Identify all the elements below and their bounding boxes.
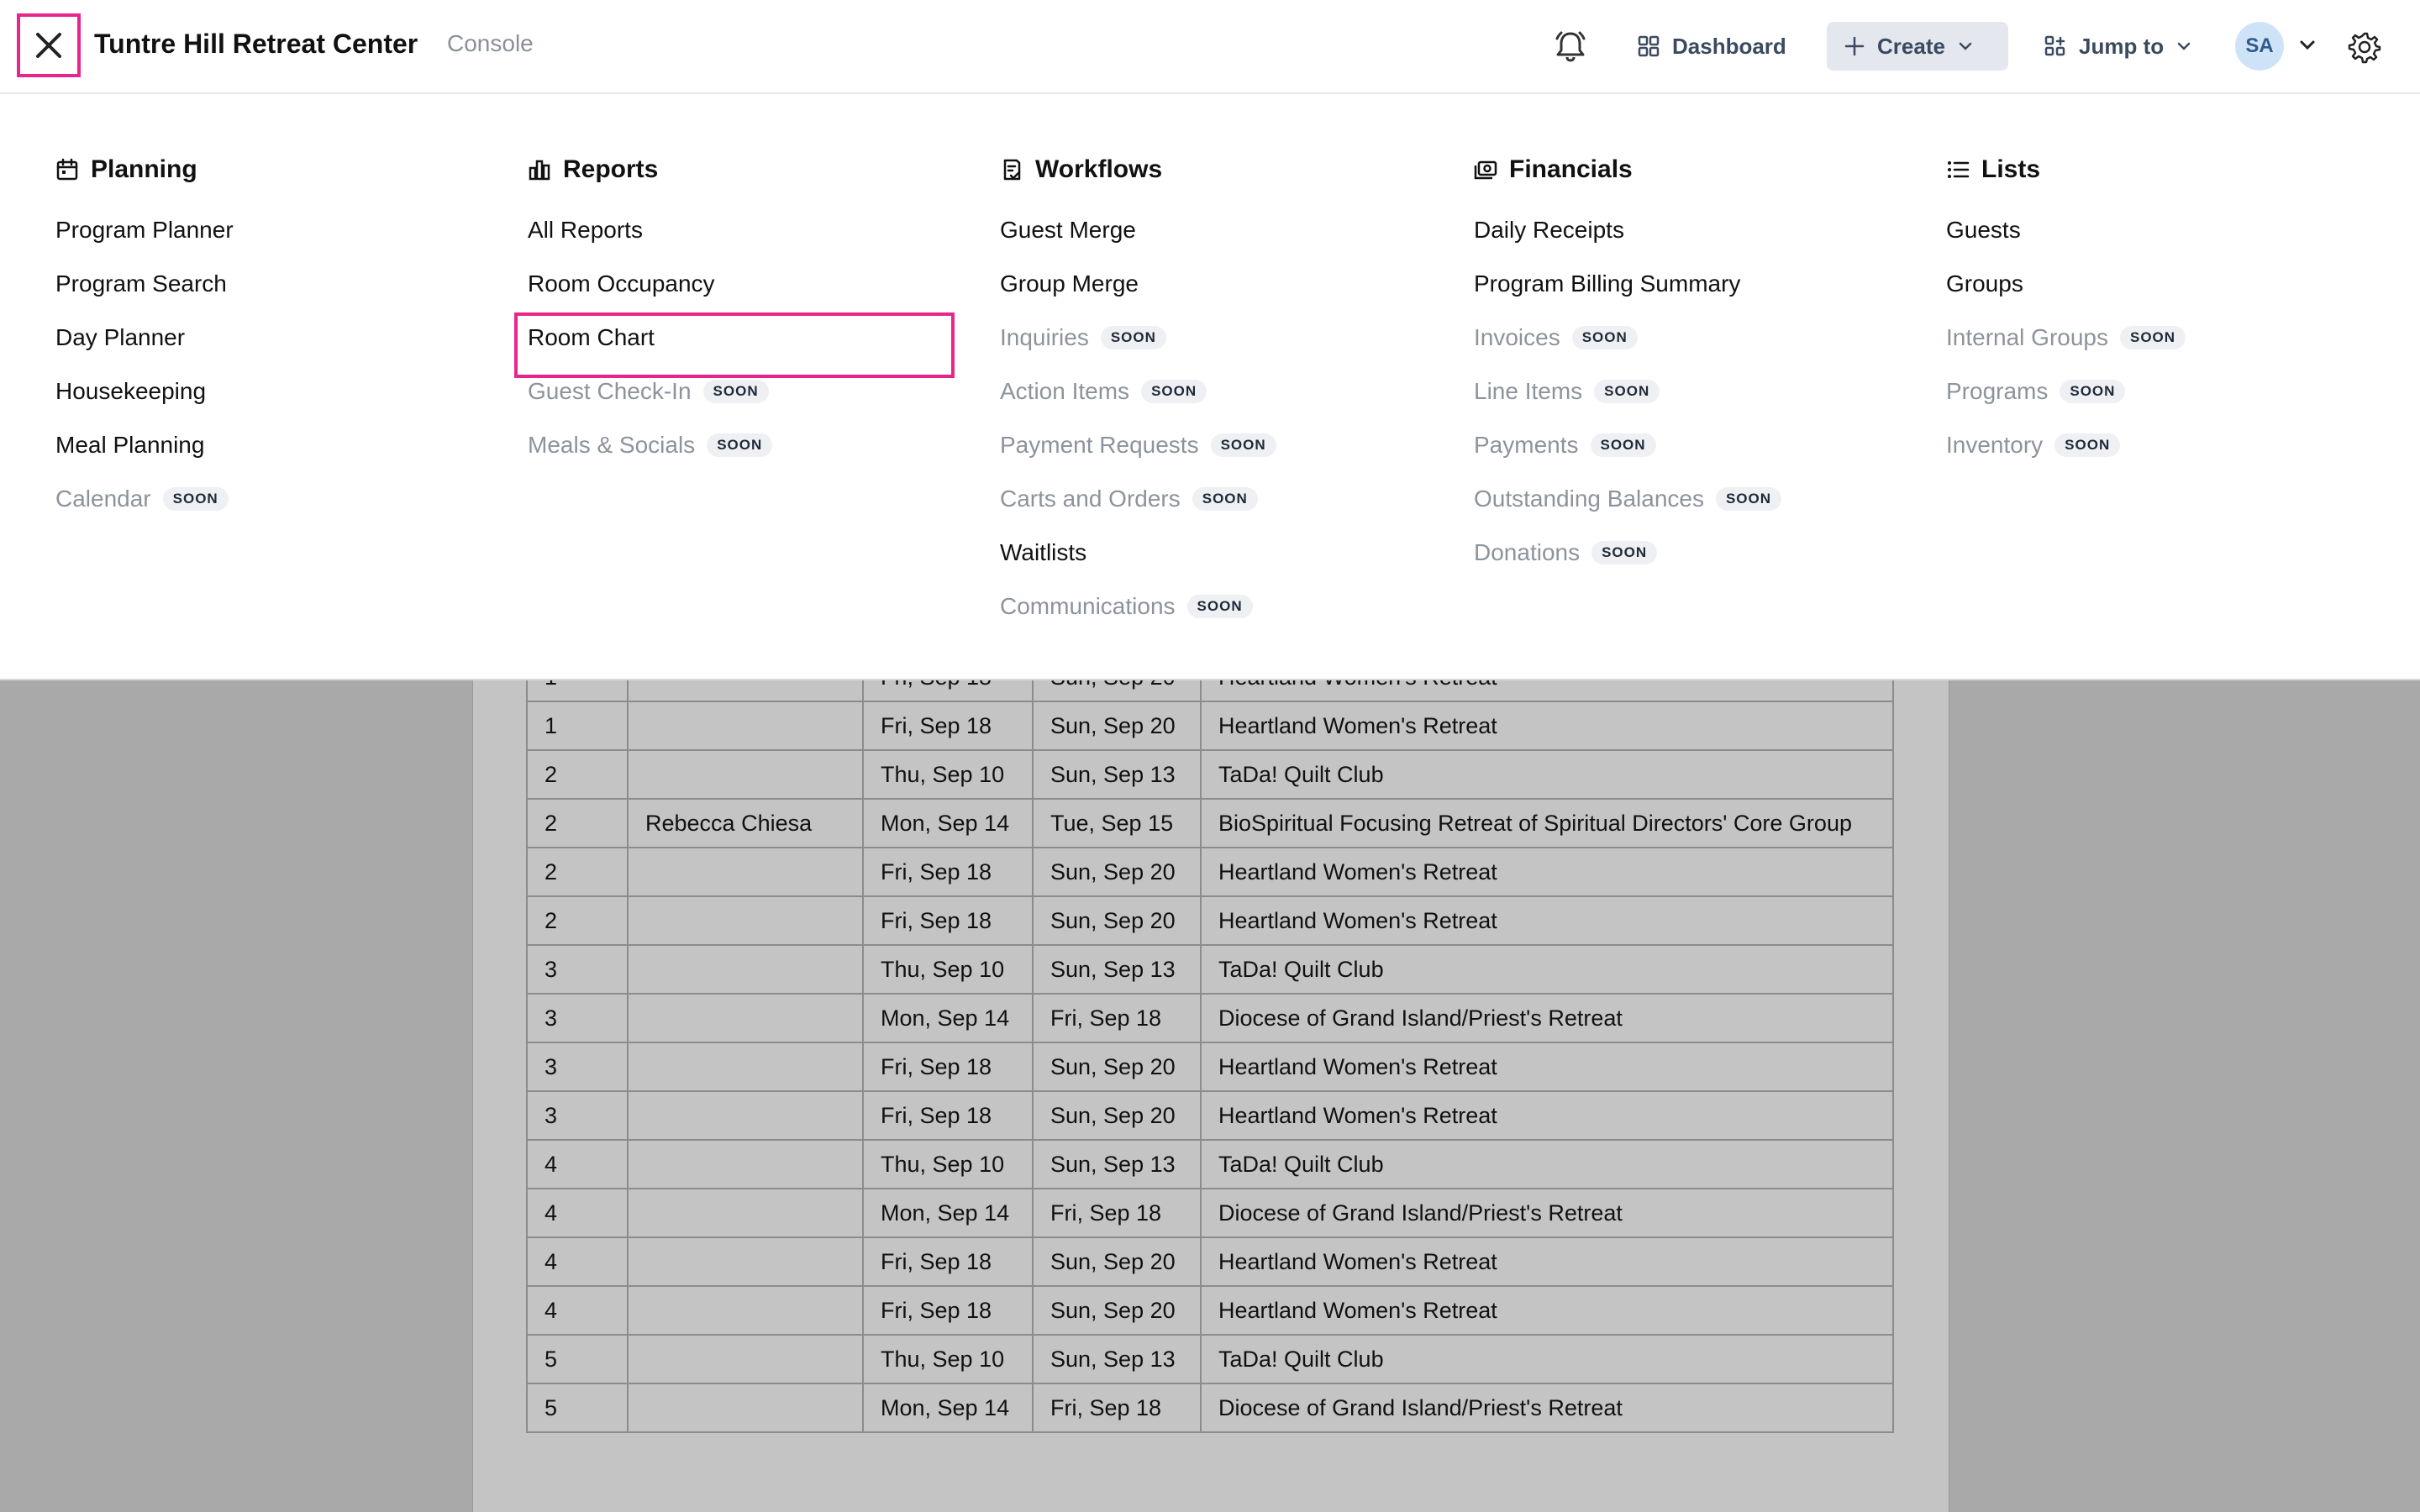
menu-column-financials xyxy=(1474,150,1928,580)
soon-badge: SOON xyxy=(1187,595,1253,618)
top-bar xyxy=(0,0,2420,94)
navigation-menu-panel xyxy=(0,94,2420,680)
menu-item-carts-and-orders xyxy=(1000,472,1454,526)
menu-item-group-merge[interactable] xyxy=(1000,257,1454,311)
table-cell: BioSpiritual Focusing Retreat of Spiritual Directors' Core Group xyxy=(1201,799,1893,848)
table-cell: Diocese of Grand Island/Priest's Retreat xyxy=(1201,994,1893,1042)
menu-item-invoices xyxy=(1474,311,1928,365)
table-cell xyxy=(628,1140,863,1189)
menu-item-program-billing-summary[interactable] xyxy=(1474,257,1928,311)
menu-item-label: Daily Receipts xyxy=(1474,217,1624,243)
soon-badge: SOON xyxy=(1572,326,1638,349)
table-cell xyxy=(628,701,863,750)
table-cell: Mon, Sep 14 xyxy=(863,1383,1033,1432)
table-cell: TaDa! Quilt Club xyxy=(1201,1335,1893,1383)
table-cell: TaDa! Quilt Club xyxy=(1201,945,1893,994)
money-icon xyxy=(1474,158,1497,181)
menu-item-label: Room Chart xyxy=(528,324,655,350)
menu-item-label: Room Occupancy xyxy=(528,270,715,297)
table-cell: TaDa! Quilt Club xyxy=(1201,1140,1893,1189)
table-cell: Heartland Women's Retreat xyxy=(1201,896,1893,945)
table-cell: Tue, Sep 15 xyxy=(1033,799,1201,848)
table-cell: 2 xyxy=(527,848,628,896)
table-cell: Fri, Sep 18 xyxy=(1033,1189,1201,1237)
user-avatar[interactable]: SA xyxy=(2235,22,2284,71)
menu-item-label: Housekeeping xyxy=(55,378,207,404)
soon-badge: SOON xyxy=(2120,326,2186,349)
table-cell: Diocese of Grand Island/Priest's Retreat xyxy=(1201,1189,1893,1237)
menu-item-label: Invoices xyxy=(1474,324,1560,350)
table-cell: 4 xyxy=(527,1140,628,1189)
bar-chart-icon xyxy=(528,158,551,181)
soon-badge: SOON xyxy=(707,433,772,457)
menu-item-label: Payments xyxy=(1474,432,1579,458)
user-menu-chevron-icon[interactable] xyxy=(2297,35,2317,55)
table-cell: Fri, Sep 18 xyxy=(863,1042,1033,1091)
menu-item-guest-check-in xyxy=(528,365,981,418)
table-cell: Heartland Women's Retreat xyxy=(1201,848,1893,896)
table-cell: Thu, Sep 10 xyxy=(863,945,1033,994)
menu-item-day-planner[interactable] xyxy=(55,311,509,365)
menu-item-label: Calendar xyxy=(55,486,151,512)
table-cell: Fri, Sep 18 xyxy=(1033,994,1201,1042)
menu-item-payments xyxy=(1474,418,1928,472)
table-cell: 2 xyxy=(527,896,628,945)
table-cell: Sun, Sep 13 xyxy=(1033,1335,1201,1383)
table-cell: Diocese of Grand Island/Priest's Retreat xyxy=(1201,1383,1893,1432)
table-cell: Heartland Women's Retreat xyxy=(1201,1237,1893,1286)
menu-column-workflows xyxy=(1000,150,1454,633)
settings-gear-icon[interactable] xyxy=(2348,30,2381,64)
menu-item-all-reports[interactable] xyxy=(528,203,981,257)
menu-item-inquiries xyxy=(1000,311,1454,365)
soon-badge: SOON xyxy=(1594,380,1660,403)
soon-badge: SOON xyxy=(1591,433,1656,457)
table-cell: 4 xyxy=(527,1286,628,1335)
table-cell: Fri, Sep 18 xyxy=(863,896,1033,945)
table-cell: 3 xyxy=(527,1042,628,1091)
menu-heading-workflows xyxy=(1000,150,1454,190)
table-cell: Fri, Sep 18 xyxy=(863,1286,1033,1335)
soon-badge: SOON xyxy=(163,487,229,511)
menu-column-lists xyxy=(1946,150,2400,472)
table-cell: Mon, Sep 14 xyxy=(863,799,1033,848)
table-cell: Mon, Sep 14 xyxy=(863,1189,1033,1237)
menu-item-guest-merge[interactable] xyxy=(1000,203,1454,257)
menu-item-label: Program Planner xyxy=(55,217,234,243)
table-cell: 3 xyxy=(527,994,628,1042)
table-cell: Sun, Sep 13 xyxy=(1033,750,1201,799)
dashboard-button[interactable] xyxy=(1620,22,1803,71)
soon-badge: SOON xyxy=(2060,380,2125,403)
table-cell: Mon, Sep 14 xyxy=(863,994,1033,1042)
menu-item-label: Day Planner xyxy=(55,324,186,350)
clipboard-check-icon xyxy=(1000,158,1023,181)
menu-item-line-items xyxy=(1474,365,1928,418)
table-cell: Thu, Sep 10 xyxy=(863,750,1033,799)
menu-item-groups[interactable] xyxy=(1946,257,2400,311)
table-row xyxy=(527,799,1893,848)
menu-heading-planning xyxy=(55,150,509,190)
table-cell: 4 xyxy=(527,1237,628,1286)
menu-item-program-search[interactable] xyxy=(55,257,509,311)
table-cell: Fri, Sep 18 xyxy=(1033,1383,1201,1432)
menu-item-room-chart[interactable] xyxy=(528,311,981,365)
menu-item-meals-and-socials xyxy=(528,418,981,472)
table-cell xyxy=(628,1383,863,1432)
table-cell: Sun, Sep 20 xyxy=(1033,1237,1201,1286)
table-row xyxy=(527,750,1893,799)
jump-grid-icon xyxy=(2044,34,2067,58)
menu-heading-label: Financials xyxy=(1509,155,1633,183)
table-cell: Sun, Sep 20 xyxy=(1033,1286,1201,1335)
table-cell: Fri, Sep 18 xyxy=(863,1091,1033,1140)
table-cell: Fri, Sep 18 xyxy=(863,1237,1033,1286)
table-cell: Heartland Women's Retreat xyxy=(1201,701,1893,750)
menu-item-communications xyxy=(1000,580,1454,633)
table-cell: Sun, Sep 20 xyxy=(1033,1091,1201,1140)
menu-item-label: Line Items xyxy=(1474,378,1583,404)
table-cell: Sun, Sep 20 xyxy=(1033,896,1201,945)
menu-heading-label: Reports xyxy=(563,155,659,183)
table-cell: Sun, Sep 20 xyxy=(1033,701,1201,750)
menu-heading-label: Planning xyxy=(91,155,197,183)
table-cell: Sun, Sep 20 xyxy=(1033,1042,1201,1091)
table-row xyxy=(527,896,1893,945)
table-row xyxy=(527,1042,1893,1091)
table-cell: 3 xyxy=(527,1091,628,1140)
table-cell: Sun, Sep 20 xyxy=(1033,848,1201,896)
menu-heading-label: Workflows xyxy=(1035,155,1163,183)
soon-badge: SOON xyxy=(2054,433,2120,457)
table-cell: Rebecca Chiesa xyxy=(628,799,863,848)
menu-item-guests[interactable] xyxy=(1946,203,2400,257)
table-cell xyxy=(628,1189,863,1237)
notifications-bell-icon[interactable] xyxy=(1553,29,1588,64)
menu-item-label: Donations xyxy=(1474,539,1581,565)
table-cell: Heartland Women's Retreat xyxy=(1201,1286,1893,1335)
table-cell: Thu, Sep 10 xyxy=(863,1140,1033,1189)
table-cell xyxy=(628,848,863,896)
table-row xyxy=(527,1140,1893,1189)
table-cell: 1 xyxy=(527,701,628,750)
chevron-down-icon xyxy=(1957,38,1974,55)
table-cell: Heartland Women's Retreat xyxy=(1201,1091,1893,1140)
table-cell: Fri, Sep 18 xyxy=(863,701,1033,750)
table-cell xyxy=(628,1042,863,1091)
table-cell: 2 xyxy=(527,750,628,799)
table-cell: Heartland Women's Retreat xyxy=(1201,1042,1893,1091)
menu-column-planning xyxy=(55,150,509,526)
menu-item-waitlists[interactable] xyxy=(1000,526,1454,580)
table-row xyxy=(527,1335,1893,1383)
menu-item-label: Communications xyxy=(1000,593,1176,619)
create-label: Create xyxy=(1877,33,1945,59)
menu-item-label: Inquiries xyxy=(1000,324,1089,350)
soon-badge: SOON xyxy=(1141,380,1207,403)
close-menu-button[interactable] xyxy=(17,13,81,77)
menu-item-donations xyxy=(1474,526,1928,580)
soon-badge: SOON xyxy=(703,380,769,403)
close-icon xyxy=(34,31,63,60)
menu-item-action-items xyxy=(1000,365,1454,418)
menu-item-meal-planning[interactable] xyxy=(55,418,509,472)
menu-item-room-occupancy[interactable] xyxy=(528,257,981,311)
dashboard-icon xyxy=(1637,34,1660,58)
list-icon xyxy=(1946,158,1970,181)
table-cell: Thu, Sep 10 xyxy=(863,1335,1033,1383)
menu-item-label: Action Items xyxy=(1000,378,1130,404)
app-subtitle: Console xyxy=(447,30,534,56)
menu-item-label: Payment Requests xyxy=(1000,432,1199,458)
soon-badge: SOON xyxy=(1211,433,1276,457)
menu-item-label: Inventory xyxy=(1946,432,2044,458)
table-cell xyxy=(628,1237,863,1286)
menu-item-programs xyxy=(1946,365,2400,418)
plus-icon xyxy=(1844,35,1865,57)
table-row xyxy=(527,1237,1893,1286)
menu-item-label: Guest Check-In xyxy=(528,378,692,404)
calendar-icon xyxy=(55,158,79,181)
menu-item-label: Waitlists xyxy=(1000,539,1087,565)
table-cell: Sun, Sep 13 xyxy=(1033,1140,1201,1189)
table-cell xyxy=(628,1091,863,1140)
menu-item-label: Program Billing Summary xyxy=(1474,270,1741,297)
room-chart-table xyxy=(526,652,1894,1433)
table-row xyxy=(527,945,1893,994)
table-cell xyxy=(628,750,863,799)
menu-item-label: Group Merge xyxy=(1000,270,1139,297)
table-row xyxy=(527,701,1893,750)
table-row xyxy=(527,1091,1893,1140)
chevron-down-icon xyxy=(2175,38,2192,55)
menu-column-reports xyxy=(528,150,981,472)
table-cell: 5 xyxy=(527,1383,628,1432)
table-row xyxy=(527,1286,1893,1335)
dashboard-label: Dashboard xyxy=(1672,33,1786,59)
menu-item-payment-requests xyxy=(1000,418,1454,472)
soon-badge: SOON xyxy=(1591,541,1657,564)
table-cell: 2 xyxy=(527,799,628,848)
menu-item-internal-groups xyxy=(1946,311,2400,365)
jump-to-label: Jump to xyxy=(2079,33,2165,59)
table-cell: 5 xyxy=(527,1335,628,1383)
menu-item-label: Carts and Orders xyxy=(1000,486,1181,512)
jump-to-button[interactable] xyxy=(2027,22,2209,71)
table-cell: TaDa! Quilt Club xyxy=(1201,750,1893,799)
table-cell xyxy=(628,1335,863,1383)
menu-heading-reports xyxy=(528,150,981,190)
soon-badge: SOON xyxy=(1101,326,1166,349)
menu-item-label: Program Search xyxy=(55,270,227,297)
menu-item-label: All Reports xyxy=(528,217,643,243)
table-row xyxy=(527,1383,1893,1432)
table-cell xyxy=(628,994,863,1042)
table-cell: Fri, Sep 18 xyxy=(863,848,1033,896)
table-row xyxy=(527,994,1893,1042)
table-cell: 4 xyxy=(527,1189,628,1237)
menu-heading-lists xyxy=(1946,150,2400,190)
table-cell: 3 xyxy=(527,945,628,994)
menu-item-label: Guest Merge xyxy=(1000,217,1136,243)
menu-item-program-planner[interactable] xyxy=(55,203,509,257)
menu-item-label: Outstanding Balances xyxy=(1474,486,1704,512)
soon-badge: SOON xyxy=(1192,487,1258,511)
table-cell: Sun, Sep 13 xyxy=(1033,945,1201,994)
menu-item-label: Programs xyxy=(1946,378,2049,404)
table-cell xyxy=(628,945,863,994)
menu-item-label: Guests xyxy=(1946,217,2021,243)
menu-item-calendar xyxy=(55,472,509,526)
soon-badge: SOON xyxy=(1716,487,1781,511)
table-row xyxy=(527,848,1893,896)
table-row xyxy=(527,1189,1893,1237)
menu-item-label: Groups xyxy=(1946,270,2023,297)
menu-heading-label: Lists xyxy=(1981,155,2041,183)
menu-item-housekeeping[interactable] xyxy=(55,365,509,418)
table-cell xyxy=(628,1286,863,1335)
menu-item-daily-receipts[interactable] xyxy=(1474,203,1928,257)
menu-item-label: Meals & Socials xyxy=(528,432,696,458)
menu-item-inventory xyxy=(1946,418,2400,472)
table-cell xyxy=(628,896,863,945)
app-title: Tuntre Hill Retreat Center xyxy=(94,29,418,59)
menu-item-label: Meal Planning xyxy=(55,432,205,458)
menu-item-label: Internal Groups xyxy=(1946,324,2108,350)
menu-heading-financials xyxy=(1474,150,1928,190)
create-button[interactable] xyxy=(1827,22,2008,71)
menu-item-outstanding-balances xyxy=(1474,472,1928,526)
